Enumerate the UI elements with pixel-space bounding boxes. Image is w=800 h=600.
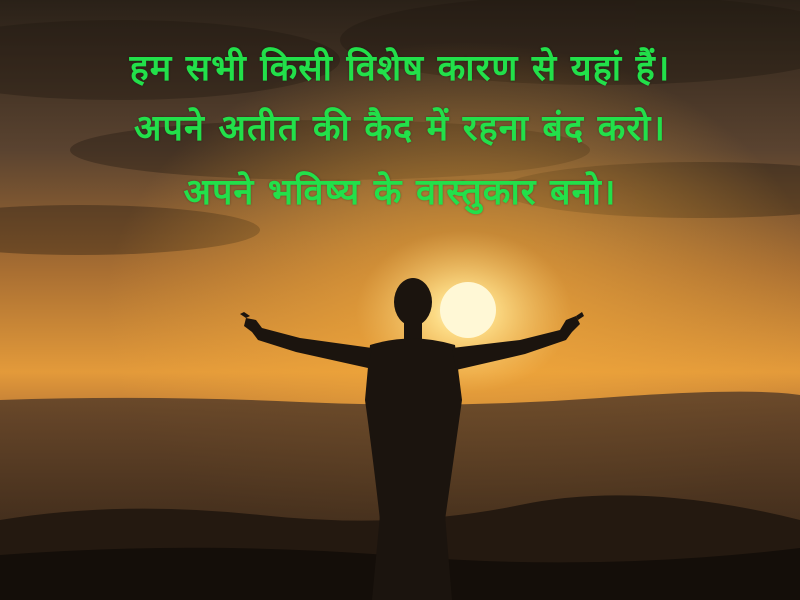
quote-line-1: हम सभी किसी विशेष कारण से यहां हैं। <box>129 48 671 89</box>
quote-line-2: अपने अतीत की कैद में रहना बंद करो। <box>134 108 666 149</box>
quote-line-3: अपने भविष्य के वास्तुकार बनो। <box>183 172 617 213</box>
sun <box>440 282 496 338</box>
